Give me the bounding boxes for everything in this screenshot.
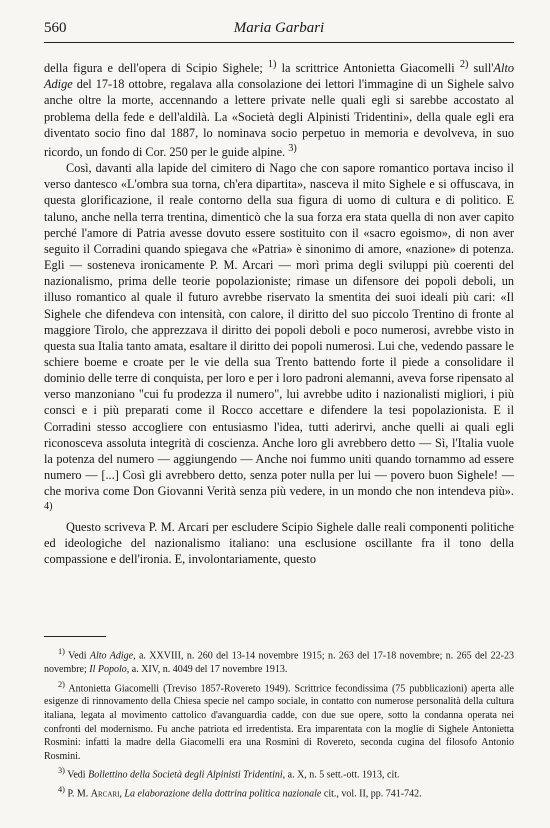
footnote-4	[44, 783, 514, 801]
paragraph-2-text: Così, davanti alla lapide del cimitero di Nago che con sapore romantico portava inciso il verso dantesco «L'ombra sua torna, ch'era dipartita», nasceva il mito Sighele e si offuscava, in questa glorificazione, il reale contorno della sua figura di uomo di cultura e di politico. E taluno, anche nella terra trentina, dimenticò che la sua forza era stata quella di non aver capito perché l'amore di Patria avesse dovuto essere sostituito con il «sacro egoismo», di non aver seguito il Corradini quando spiegava che «Patria» è sinonimo di amore, «nazione» di potenza. Egli — sosteneva ironicamente P. M. Arcari — morì prima degli sviluppi più coerenti del nazionalismo, prima delle teorie popolazioniste; rimase un difensore dei popoli deboli, un illuso romantico al quale il futuro avrebbe riservato la smentita dei suoi ideali più cari: «Il Sighele che difendeva con intensità, con calore, il diritto del suo piccolo Trentino di fronte al maggiore Tirolo, che apprezzava il diritto dei popoli deboli e poco numerosi, avrebbe visto in questa sua Italia tanto amata, esaltare il diritto dei popoli numerosi. Lui che, vedendo passare le schiere boeme e croate per le vie della sua Trento battendo forte il piede a consolidare il dominio delle terre di conquista, per loro e per i loro padroni alemanni, aveva forse ripensato al verso manzoniano "cui fu prodezza il numero", lui avrebbe udito i nazionalisti migliori, i più consci e i più preparati come il Rocco accettare e difendere la tesi popolazionista. E il Corradini stesso accogliere con entusiasmo l'idea, tutti aderirvi, anche quelli ai quali egli riconosceva assoluta integrità di coscienza. Anche loro gli avrebbero detto — Sì, l'Italia vuole la potenza del numero — aggiungendo — Anche noi fummo uniti quando tornammo ad essere numero — [...] Così gli avrebbero detto, senza poter nulla per lui — povero buon Sighele! — che moriva come Don Giovanni Verità senza più vedere, in un mondo che non intendeva più».	[44, 161, 514, 499]
main-text	[44, 57, 514, 567]
footnote-1-mark: 1)	[58, 647, 65, 656]
footnote-1-title-2: Il Popolo	[89, 663, 127, 675]
footnote-1-part-b: , a. XXVIII, n. 260 del 13-14 novembre 1915; n. 263 del 17-18 novembre; n. 265 del 22-23 novembre;	[44, 650, 514, 675]
footnote-2-mark: 2)	[58, 679, 65, 689]
footnote-3-part-a: Vedi	[64, 769, 89, 781]
footnote-ref-4: 4)	[44, 501, 53, 513]
footnote-3-mark: 3)	[58, 766, 65, 776]
footnote-1-part-c: , a. XIV, n. 4049 del 17 novembre 1913.	[126, 663, 288, 675]
footnote-1-part-a: Vedi	[64, 650, 90, 662]
footnote-4-mark: 4)	[58, 785, 65, 795]
paragraph-3: Questo scriveva P. M. Arcari per escludere Scipio Sighele dalle reali componenti politiche ed ideologiche del nazionalismo italiano: una esclusione oscillante fra il tono della compassione e dell'ironia. E, involontariamente, questo	[44, 519, 514, 566]
page-number: 560	[44, 20, 67, 36]
footnote-3	[44, 764, 514, 782]
footnote-ref-2: 2)	[459, 59, 469, 70]
footnote-3-part-b: , a. X, n. 5 sett.-ott. 1913, cit.	[282, 769, 400, 781]
footnote-ref-1: 1)	[267, 59, 277, 70]
footnote-4-part-b: ,	[119, 788, 125, 800]
footnote-divider	[44, 636, 106, 637]
running-head: Maria Garbari	[233, 20, 325, 36]
footnote-1-title-1: Alto Adige	[89, 650, 134, 662]
footnote-ref-3: 3)	[288, 142, 297, 154]
paragraph-1-part-d: del 17-18 ottobre, regalava alla consolazione dei lettori l'immagine di un Sighele salvo anche oltre la morte, accennando a lettere private nelle quali egli si sarebbe accostato al problema della fede e dell'aldilà. La «Società degli Alpinisti Tridentini», della quale egli era diventato socio fino dal 1887, lo nominava socio perpetuo in memoria e devolveva, in suo ricordo, un fondo di Cor. 250 per le guide alpine.	[44, 77, 514, 159]
footnote-2-text: Antonietta Giacomelli (Treviso 1857-Rovereto 1949). Scrittrice fecondissima (75 pubblicazioni) aperta alle esigenze di rinnovamento della Chiesa specie nel campo sociale, in contatto con numerose personalità della cultura italiana, legata al movimento cattolico d'avanguardia cadde, con due sue opere, sotto la condanna operata nei confronti del modernismo. Fu anche patriota ed irredentista. Era imparentata con la moglie di Sighele Antonietta Rosmini: infatti la madre della Giacomelli era una Rosmini di Rovereto, seconda cugina del filosofo Antonio Rosmini.	[44, 682, 514, 762]
newspaper-title: Alto Adige	[44, 61, 515, 92]
footnote-2	[44, 678, 514, 764]
footnote-1	[44, 645, 514, 677]
footnote-4-title: La elaborazione della dottrina politica nazionale	[124, 788, 322, 800]
footnotes	[44, 645, 514, 802]
paragraph-2	[44, 160, 514, 519]
paragraph-1-part-a: della figura e dell'opera di Scipio Sighele;	[44, 61, 268, 76]
paragraph-1-part-b: la scrittrice Antonietta Giacomelli	[276, 61, 460, 76]
footnote-4-part-a: P. M.	[64, 788, 91, 800]
footnote-4-author: Arcari	[90, 788, 120, 800]
footnote-3-title: Bollettino della Società degli Alpinisti Tridentini	[88, 769, 283, 781]
paragraph-1-part-c: sull'	[468, 61, 494, 76]
page-header	[44, 18, 514, 43]
footnote-4-part-c: cit., vol. II, pp. 741-742.	[321, 788, 422, 800]
paragraph-1	[44, 57, 514, 160]
